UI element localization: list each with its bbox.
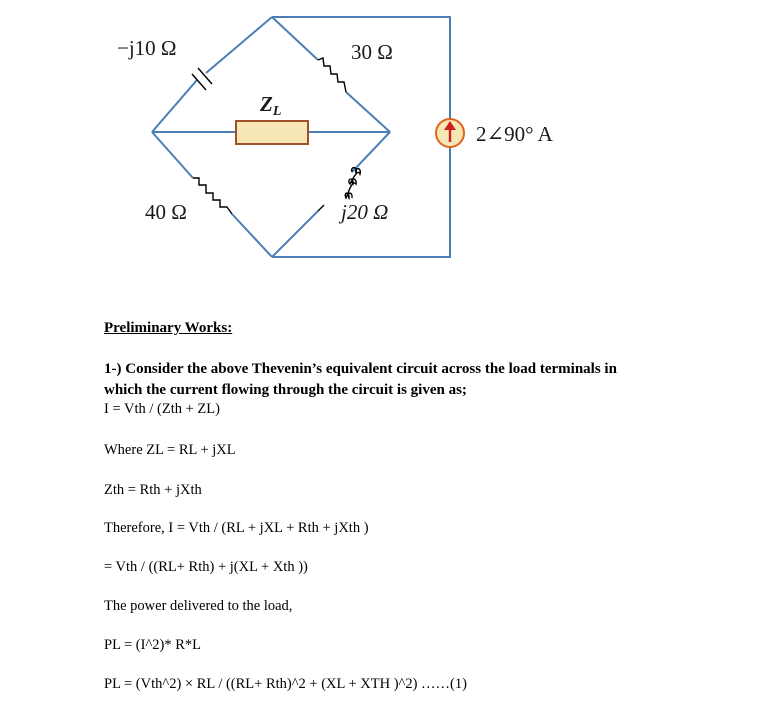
current-source-icon — [436, 119, 464, 147]
equation-simplified: = Vth / ((RL+ Rth) + j(XL + Xth )) — [104, 559, 308, 575]
equation-current: I = Vth / (Zth + ZL) — [104, 401, 220, 417]
question-line-1: 1-) Consider the above Thevenin’s equivalent circuit across the load terminals in — [104, 361, 617, 377]
cap-label: −j10 Ω — [117, 36, 177, 60]
wire-bottom-left-lower — [232, 214, 272, 257]
r40-label: 40 Ω — [145, 200, 187, 224]
wire-top-right-lower — [346, 92, 390, 132]
r30-label: 30 Ω — [351, 40, 393, 64]
equation-zl: Where ZL = RL + jXL — [104, 442, 236, 458]
equation-zth: Zth = Rth + jXth — [104, 482, 202, 498]
question-line-2: which the current flowing through the circuit is given as; — [104, 382, 467, 398]
equation-power-2: PL = (Vth^2) × RL / ((RL+ Rth)^2 + (XL + XTH )^2) ……(1) — [104, 676, 467, 692]
wire-top-left-upper — [206, 17, 272, 73]
wire-bottom-left-upper — [152, 132, 193, 178]
wire-top-right-upper — [272, 17, 318, 60]
resistor-40-icon — [193, 178, 232, 214]
inductor-label: j20 Ω — [341, 200, 389, 224]
equation-power-1: PL = (I^2)* R*L — [104, 637, 202, 653]
equation-therefore: Therefore, I = Vth / (RL + jXL + Rth + jXth ) — [104, 520, 369, 536]
circuit-diagram — [0, 0, 758, 300]
wire-bottom-right-upper — [352, 132, 390, 172]
resistor-30-icon — [318, 58, 346, 92]
power-intro: The power delivered to the load, — [104, 598, 293, 614]
wire-top-left-lower — [152, 80, 197, 132]
zl-label: ZL — [260, 92, 282, 119]
section-heading: Preliminary Works: — [104, 320, 233, 336]
source-label: 2∠90° A — [476, 122, 553, 146]
load-impedance-box — [236, 121, 308, 144]
wire-bottom-right-lower — [272, 211, 318, 257]
